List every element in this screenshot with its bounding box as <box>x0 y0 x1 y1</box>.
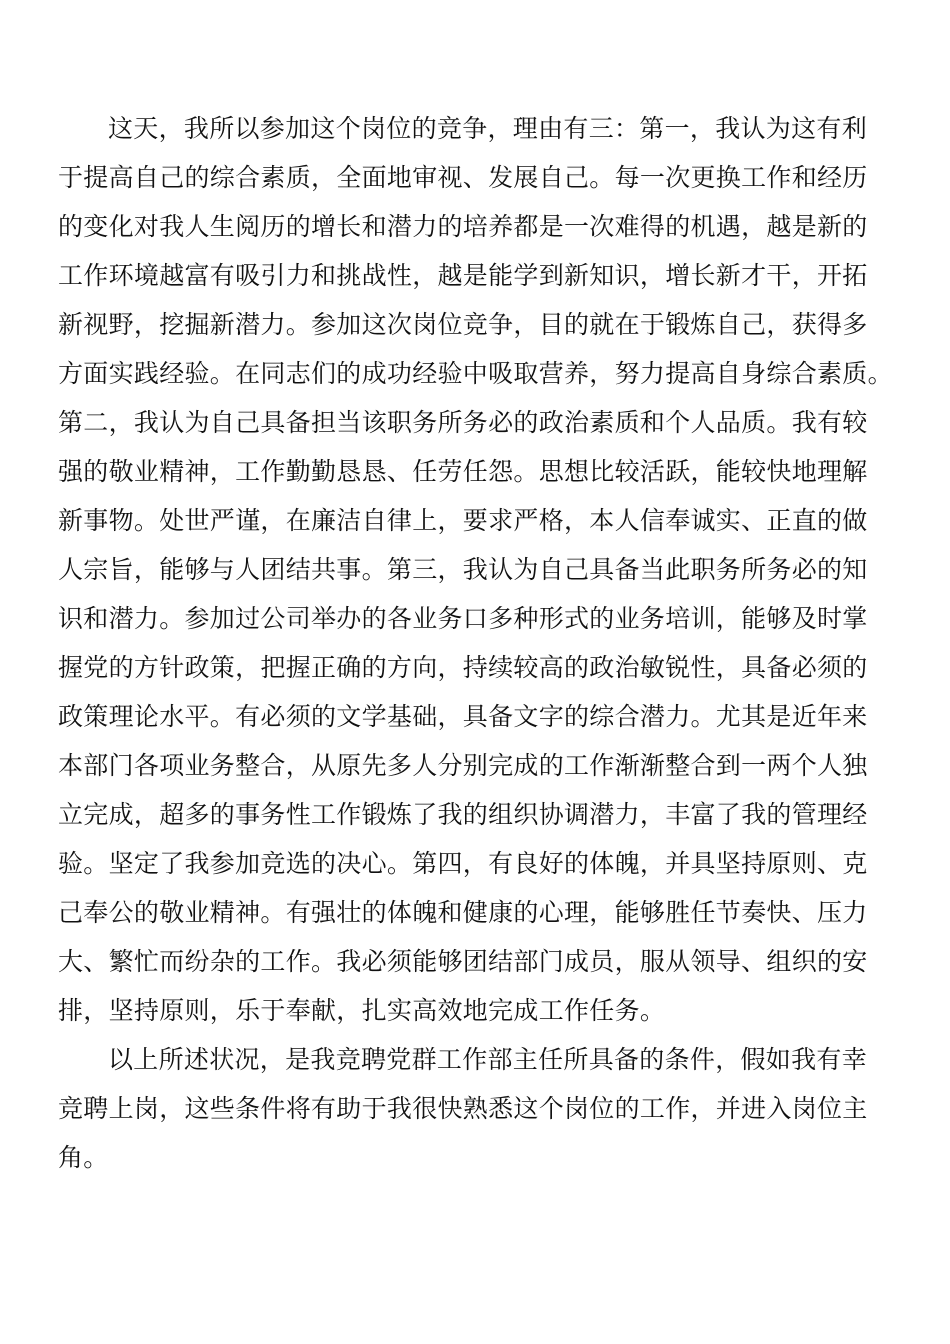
paragraph-1-line-10: 人宗旨，能够与人团结共事。第三，我认为自己具备当此职务所务必的知 <box>58 555 868 584</box>
paragraph-1-line-2: 于提高自己的综合素质，全面地审视、发展自己。每一次更换工作和经历 <box>58 163 868 192</box>
paragraph-1-line-8: 强的敬业精神，工作勤勤恳恳、任劳任怨。思想比较活跃，能较快地理解 <box>58 457 868 486</box>
paragraph-1-line-11: 识和潜力。参加过公司举办的各业务口多种形式的业务培训，能够及时掌 <box>58 604 868 633</box>
paragraph-1-line-16: 验。坚定了我参加竞选的决心。第四，有良好的体魄，并具坚持原则、克 <box>58 849 868 878</box>
paragraph-2-line-1: 以上所述状况，是我竞聘党群工作部主任所具备的条件，假如我有幸 <box>108 1045 868 1074</box>
paragraph-1-line-4: 工作环境越富有吸引力和挑战性，越是能学到新知识，增长新才干，开拓 <box>58 261 868 290</box>
paragraph-1-line-15: 立完成，超多的事务性工作锻炼了我的组织协调潜力，丰富了我的管理经 <box>58 800 868 829</box>
paragraph-1-line-18: 大、繁忙而纷杂的工作。我必须能够团结部门成员，服从领导、组织的安 <box>58 947 868 976</box>
paragraph-1-line-9: 新事物。处世严谨，在廉洁自律上，要求严格，本人信奉诚实、正直的做 <box>58 506 868 535</box>
paragraph-1-line-1: 这天，我所以参加这个岗位的竞争，理由有三：第一，我认为这有利 <box>108 114 868 143</box>
paragraph-1-line-12: 握党的方针政策，把握正确的方向，持续较高的政治敏锐性，具备必须的 <box>58 653 868 682</box>
paragraph-1-line-14: 本部门各项业务整合，从原先多人分别完成的工作渐渐整合到一两个人独 <box>58 751 868 780</box>
paragraph-1-line-7: 第二，我认为自己具备担当该职务所务必的政治素质和个人品质。我有较 <box>58 408 868 437</box>
paragraph-1-line-5: 新视野，挖掘新潜力。参加这次岗位竞争，目的就在于锻炼自己，获得多 <box>58 310 868 339</box>
paragraph-2-line-2: 竞聘上岗，这些条件将有助于我很快熟悉这个岗位的工作，并进入岗位主 <box>58 1094 868 1123</box>
paragraph-1-line-13: 政策理论水平。有必须的文学基础，具备文字的综合潜力。尤其是近年来 <box>58 702 868 731</box>
paragraph-1-line-3: 的变化对我人生阅历的增长和潜力的培养都是一次难得的机遇，越是新的 <box>58 212 868 241</box>
paragraph-1-line-6: 方面实践经验。在同志们的成功经验中吸取营养，努力提高自身综合素质。 <box>58 359 893 388</box>
body-text <box>58 104 898 1182</box>
paragraph-2-line-3: 角。 <box>58 1143 109 1172</box>
paragraph-1-line-17: 己奉公的敬业精神。有强壮的体魄和健康的心理，能够胜任节奏快、压力 <box>58 898 868 927</box>
paragraph-1-line-19: 排，坚持原则，乐于奉献，扎实高效地完成工作任务。 <box>58 996 666 1025</box>
